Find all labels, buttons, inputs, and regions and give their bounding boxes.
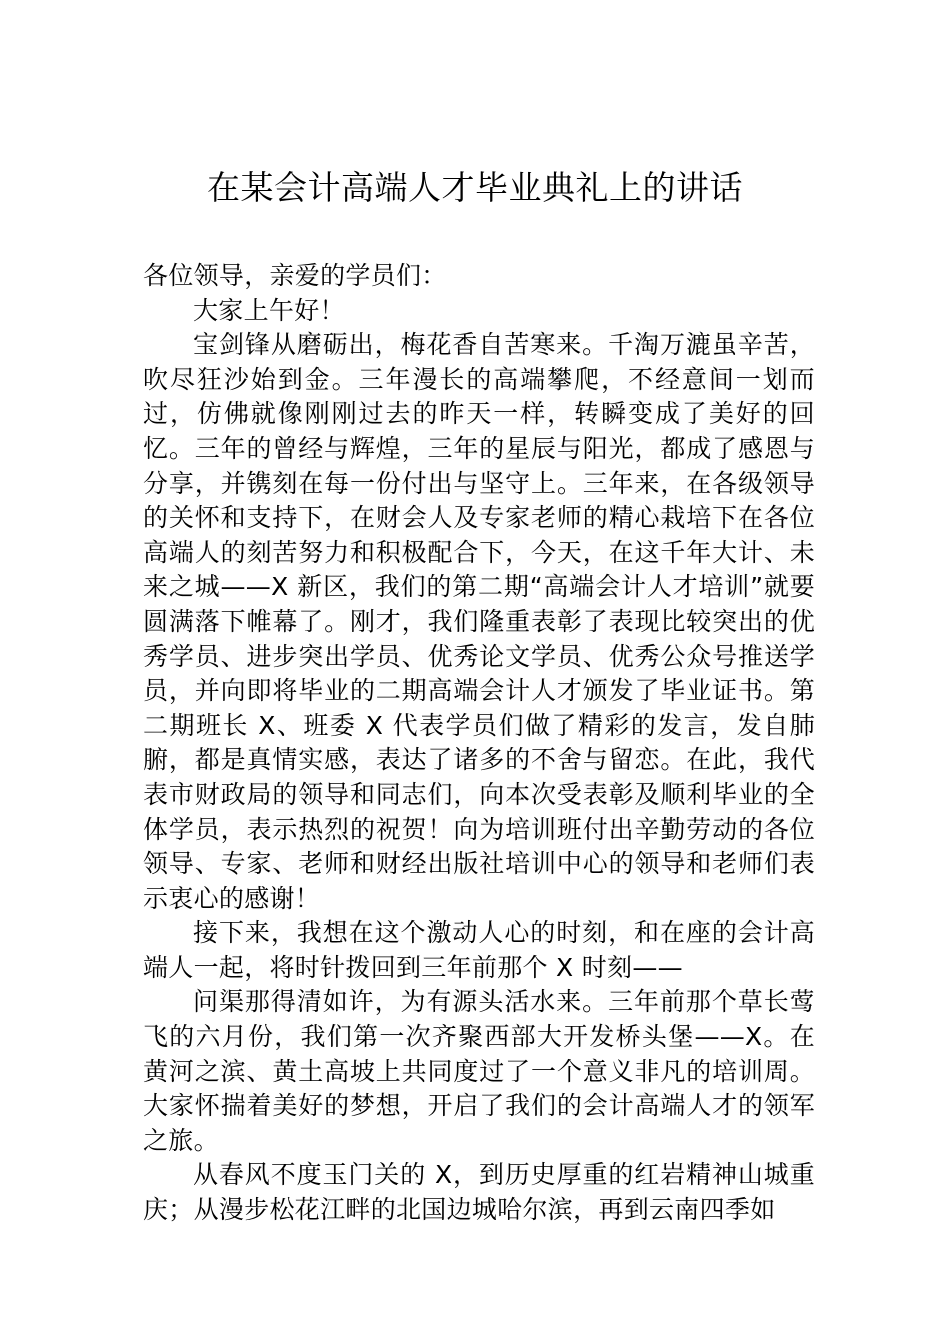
paragraph: 接下来，我想在这个激动人心的时刻，和在座的会计高端人一起，将时针拨回到三年前那个 X 时刻—— <box>143 918 815 982</box>
paragraph: 宝剑锋从磨砺出，梅花香自苦寒来。千淘万漉虽辛苦，吹尽狂沙始到金。三年漫长的高端攀爬，不经意间一划而过，仿佛就像刚刚过去的昨天一样，转瞬变成了美好的回忆。三年的曾经与辉煌，三年的星辰与阳光，都成了感恩与分享，并镌刻在每一份付出与坚守上。三年来，在各级领导的关怀和支持下，在财会人及专家老师的精心栽培下在各位高端人的刻苦努力和积极配合下，今天，在这千年大计、未来之城——X 新区，我们的第二期“高端会计人才培训”就要圆满落下帷幕了。刚才，我们隆重表彰了表现比较突出的优秀学员、进步突出学员、优秀论文学员、优秀公众号推送学员，并向即将毕业的二期高端会计人才颁发了毕业证书。第二期班长 X、班委 X 代表学员们做了精彩的发言，发自肺腑，都是真情实感，表达了诸多的不舍与留恋。在此，我代表市财政局的领导和同志们，向本次受表彰及顺利毕业的全体学员，表示热烈的祝贺！向为培训班付出辛勤劳动的各位领导、专家、老师和财经出版社培训中心的领导和老师们表示衷心的感谢！ <box>143 330 815 913</box>
salutation: 各位领导，亲爱的学员们： <box>143 261 447 290</box>
greeting: 大家上午好！ <box>193 295 345 325</box>
document-title: 在某会计高端人才毕业典礼上的讲话 <box>207 168 743 207</box>
document-body <box>143 259 815 1228</box>
paragraph: 问渠那得清如许，为有源头活水来。三年前那个草长莺飞的六月份，我们第一次齐聚西部大开发桥头堡——X。在黄河之滨、黄土高坡上共同度过了一个意义非凡的培训周。大家怀揣着美好的梦想，开启了我们的会计高端人才的领军之旅。 <box>143 987 815 1155</box>
paragraph: 从春风不度玉门关的 X，到历史厚重的红岩精神山城重庆；从漫步松花江畔的北国边城哈尔滨，再到云南四季如 <box>143 1160 815 1225</box>
